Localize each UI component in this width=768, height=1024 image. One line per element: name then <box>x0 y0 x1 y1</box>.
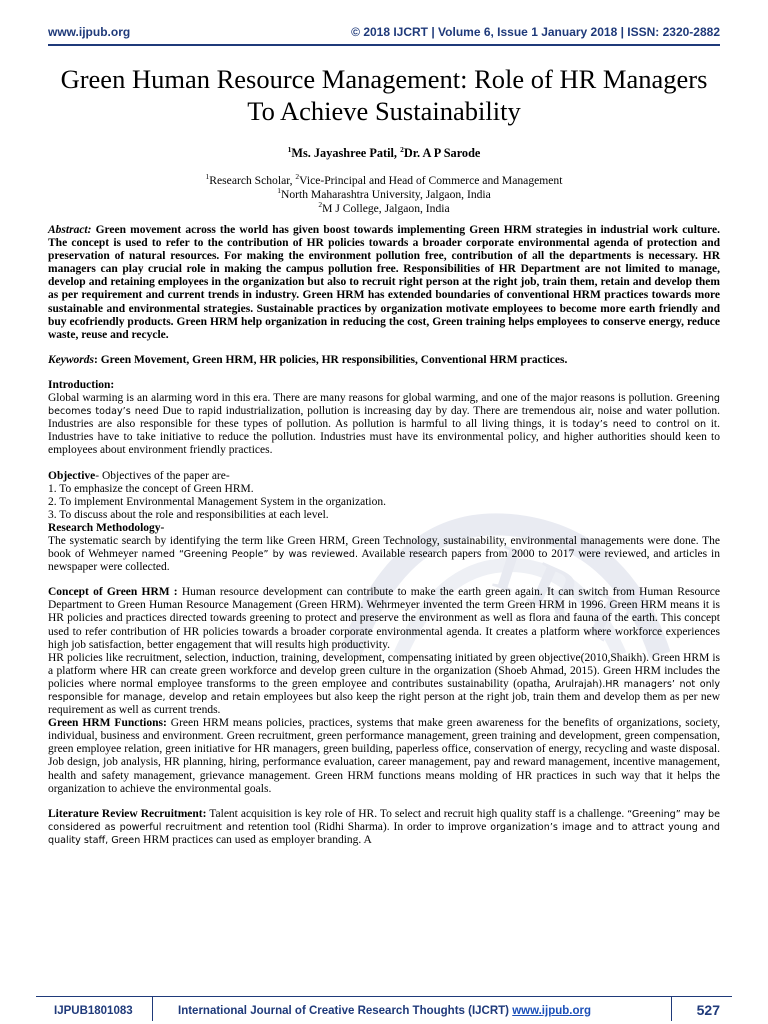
footer-rule <box>36 996 732 997</box>
methodology-text <box>48 535 720 574</box>
svg-text:I: I <box>485 530 532 607</box>
concept-paragraph-1 <box>48 586 720 651</box>
literature-text: Talent acquisition is key role of HR. To select and recruit high quality staff is a challenge. <box>206 807 628 820</box>
concept-text: Arulrajah).HR managers’ not only responsible for manage, develop and retain <box>48 678 721 703</box>
page-footer <box>36 1002 732 1021</box>
svg-text:T: T <box>568 575 641 659</box>
concept-text: employees but also keep the right person at the right job, train them and develop them as per new requirement as well as current trends. <box>48 691 720 717</box>
functions-paragraph <box>48 717 720 796</box>
literature-text: “Greening” may be considered as powerful recruitment and <box>48 808 720 833</box>
svg-text:R: R <box>519 547 591 632</box>
affiliation-line-1 <box>0 174 768 188</box>
affiliations <box>0 174 768 216</box>
footer-journal <box>178 1005 591 1017</box>
objective-lead: - Objectives of the paper are- <box>95 469 230 482</box>
affil-role-1: Research Scholar, <box>209 174 296 187</box>
literature-text: retention tool (Ridhi Sharma). In order to improve <box>244 820 491 833</box>
concept-paragraph-2 <box>48 652 720 717</box>
footer-site-link[interactable]: www.ijpub.org <box>512 1005 591 1017</box>
paper-id: IJPUB1801083 <box>54 1005 133 1017</box>
concept-text: HR policies like recruitment, selection, induction, training, development, compensating initiated by green objective(2010,Shaikh). Green HRM is a platform where HR can create green workforce and develop green culture in the organization (Shoeb Ahmad, 2015). Green HRM includes the policies where normal employee transforms to the green employee and contributes sustainability (opatha, <box>48 651 720 690</box>
keywords-label: Keywords <box>48 353 94 366</box>
paper-title: Green Human Resource Management: Role of HR Managers To Achieve Sustainability <box>60 64 708 126</box>
journal-name: International Journal of Creative Research Thoughts (IJCRT) <box>178 1005 513 1017</box>
affil-marker: 1 <box>277 186 281 196</box>
author-2-marker: 2 <box>400 144 404 154</box>
literature-text: organization’s image and to attract young and quality staff, Green <box>48 821 720 846</box>
author-2: Dr. A P Sarode <box>403 146 481 160</box>
method-part: named “Greening People” by was reviewed. <box>141 549 359 561</box>
introduction-text <box>48 392 720 457</box>
header-rule <box>48 44 720 46</box>
concept-text: Human resource development can contribute to make the earth green again. It can switch from Human Resource Department to Green Human Resource Management (Green HRM). Wehrmeyer invented the term Green HRM in 1996. Green HRM means it is HR policies and practices directed towards greening to protect and preserve the environment as well as flora and fauna of the earth. This concept used to refer contribution of HR policies towards a broader corporate environmental agenda. It creates a platform where workforce experiences high job satisfaction, better engagement that will results high productivity. <box>48 586 721 651</box>
page-header <box>48 25 720 39</box>
functions-heading: Green HRM Functions: <box>48 717 167 730</box>
objective-item: 1. To emphasize the concept of Green HRM. <box>48 482 254 495</box>
affiliation-line-2 <box>0 188 768 202</box>
page-number: 527 <box>696 1002 720 1018</box>
footer-divider <box>152 997 153 1021</box>
affil-institution-1: North Maharashtra University, Jalgaon, India <box>280 188 491 201</box>
affil-marker: 2 <box>295 172 300 182</box>
keywords-text: : Green Movement, Green HRM, HR policies, HR responsibilities, Conventional HRM practices. <box>94 353 568 366</box>
objective-item: 2. To implement Environmental Management System in the organization. <box>48 495 386 508</box>
author-1-marker: 1 <box>287 144 292 154</box>
affil-role-2: Vice-Principal and Head of Commerce and Management <box>299 174 563 187</box>
introduction-heading: Introduction: <box>48 378 115 391</box>
objective-label: Objective <box>48 469 96 482</box>
keywords <box>48 354 720 367</box>
affiliation-line-3 <box>0 202 768 216</box>
intro-part: today’s need to control on <box>572 419 707 431</box>
methodology-heading: Research Methodology- <box>48 521 165 534</box>
method-part: Available research papers from 2000 to 2017 were reviewed, and articles in newspaper were collected. <box>48 548 720 574</box>
footer-divider <box>671 997 672 1021</box>
objective <box>48 470 720 483</box>
header-citation: © 2018 IJCRT | Volume 6, Issue 1 January 2018 | ISSN: 2320-2882 <box>351 25 720 39</box>
literature-paragraph <box>48 808 720 847</box>
literature-text: HRM practices can used as employer branding. A <box>140 833 372 846</box>
affil-marker: 2 <box>318 200 323 210</box>
abstract <box>48 224 720 342</box>
abstract-label: Abstract: <box>48 224 92 236</box>
abstract-text: Green movement across the world has given boost towards implementing Green HRM strategies in industrial work culture. The concept is used to refer to the contribution of HR policies towards a broader corporate environmental agenda of protection and preservation of natural resources. For making the environment pollution free, contribution of all the departments is necessary. HR managers can play crucial role in making the campus pollution free. Responsibilities of HR Department are not limited to manage, develop and retaining employees in the organization but also to recruit right person at the right job, train them, retain and develop them as per requirement and current trends in industry. Green HRM has extended boundaries of conventional HRM practices towards more sustainable and environmental strategies. Sustainable practices by organization motivate employees to become more earth friendly and buy ecofriendly products. Green HRM help organization in reducing the cost, Green training helps employees to conserve energy, reduce waste, reuse and recycle. <box>48 224 720 341</box>
functions-text: Green HRM means policies, practices, systems that make green awareness for the benefits of organizations, society, individual, business and environment. Green recruitment, green performance management, green training and development, green compensation, green employee relation, green initiative for HR managers, green building, paperless office, conservation of energy, recycling and waste disposal. Job design, job analysis, HR planning, hiring, performance evaluation, career management, pay and reward management, incentive management, health and safety management, grievance management. Green HRM functions means molding of HR practices in such way that it helps the organization to achieve the environmental goals. <box>48 717 720 795</box>
paper-body <box>48 224 720 847</box>
header-site: www.ijpub.org <box>48 25 131 39</box>
affil-marker: 1 <box>205 172 210 182</box>
authors-line <box>0 146 768 161</box>
method-part: The systematic search by identifying the term like Green HRM, Green Technology, sustainability, environmental managements were done. The book of Wehmeyer <box>48 534 720 561</box>
intro-part: it. Industries have to take initiative to reduce the pollution. Industries must have its environmental policy, and higher authorities should keen to employees about environment friendly practices. <box>48 418 721 457</box>
affil-institution-2: M J College, Jalgaon, India <box>322 202 450 215</box>
objective-item: 3. To discuss about the role and responsibilities at each level. <box>48 508 329 521</box>
intro-part: Due to rapid industrialization, pollution is increasing day by day. There are tremendous air, noise and water pollution. Industries are also responsible for these types of pollution. As pollution is harmful to all living things, it is <box>48 405 720 431</box>
intro-part: Greening becomes today’s need <box>48 393 720 418</box>
author-1: Ms. Jayashree Patil, <box>291 146 401 160</box>
concept-heading: Concept of Green HRM : <box>48 586 178 599</box>
intro-part: Global warming is an alarming word in this era. There are many reasons for global warming, and one of the major reasons is pollution. <box>48 392 677 405</box>
literature-heading: Literature Review Recruitment: <box>48 807 207 820</box>
